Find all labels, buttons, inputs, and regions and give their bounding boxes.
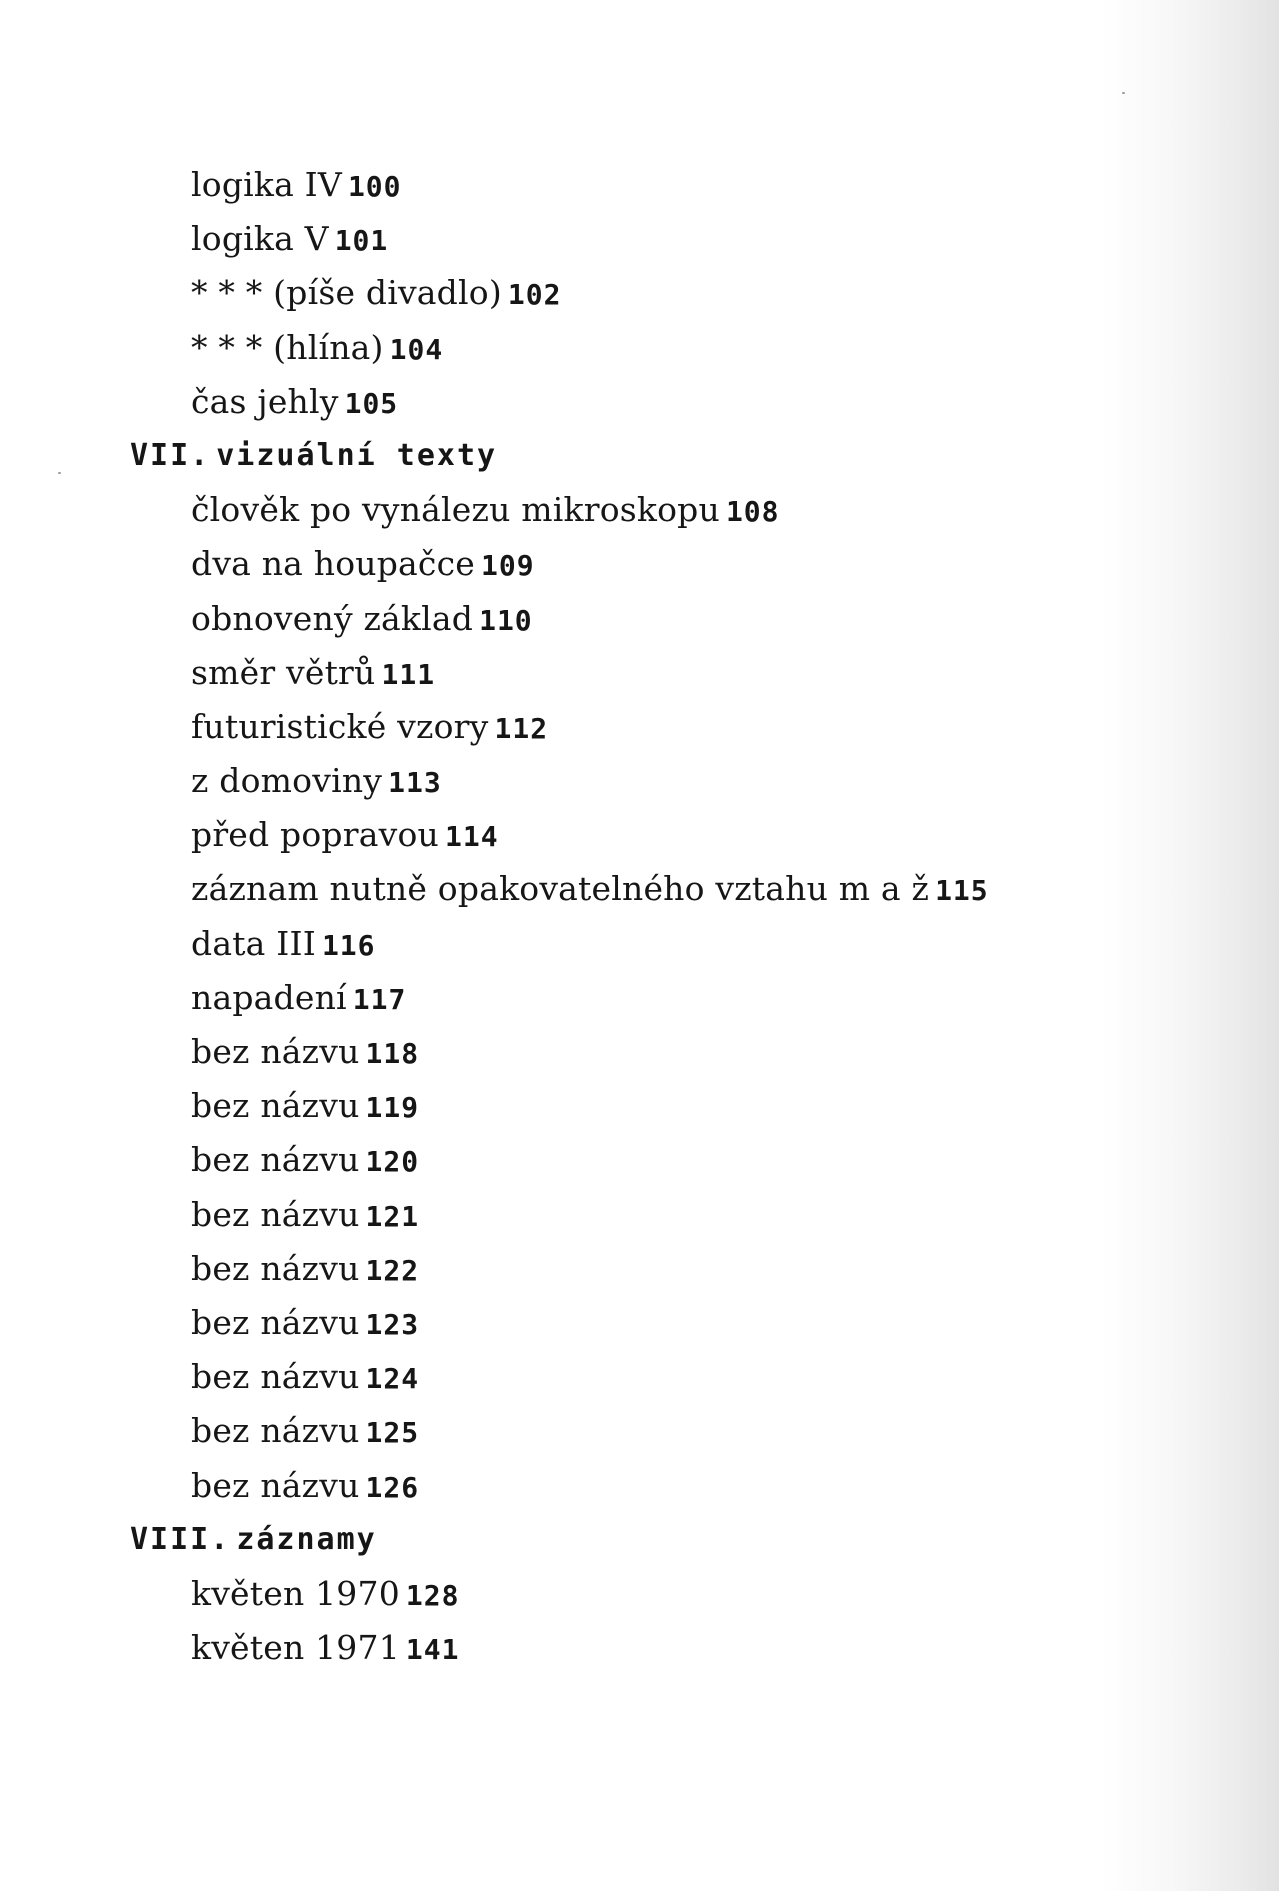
toc-entry <box>0 212 1279 266</box>
section-title: záznamy <box>236 1521 377 1557</box>
entry-page-number: 108 <box>725 495 780 529</box>
entry-title: květen 1970 <box>191 1573 400 1613</box>
toc-entry <box>0 1621 1279 1675</box>
entry-page-number: 104 <box>389 332 444 366</box>
entry-page-number: 124 <box>365 1362 420 1396</box>
toc-entry <box>0 1188 1279 1242</box>
entry-page-number: 111 <box>381 657 436 691</box>
toc-entry <box>0 754 1279 808</box>
toc-entry <box>0 1242 1279 1296</box>
toc-entry <box>0 808 1279 862</box>
toc-entry <box>0 1025 1279 1079</box>
entry-page-number: 121 <box>365 1199 420 1233</box>
entry-page-number: 125 <box>365 1416 420 1450</box>
entry-page-number: 100 <box>347 170 402 203</box>
paper-speck <box>1122 92 1125 94</box>
toc-entry <box>0 375 1279 429</box>
entry-page-number: 123 <box>365 1307 420 1341</box>
toc-entry <box>0 266 1279 320</box>
entry-page-number: 109 <box>481 549 535 583</box>
section-numeral: VIII. <box>130 1521 231 1557</box>
toc-entry <box>0 862 1279 916</box>
entry-title: bez názvu <box>191 1086 360 1126</box>
section-title: vizuální texty <box>216 437 498 473</box>
entry-page-number: 115 <box>935 874 989 908</box>
section-numeral: VII. <box>130 437 211 473</box>
entry-title: čas jehly <box>191 381 339 421</box>
entry-title: logika IV <box>191 165 342 204</box>
entry-title: člověk po vynálezu mikroskopu <box>191 490 720 530</box>
entry-page-number: 128 <box>405 1578 460 1612</box>
toc-entry <box>0 1350 1279 1404</box>
toc-entry <box>0 1404 1279 1458</box>
entry-page-number: 112 <box>494 711 549 745</box>
toc-entry <box>0 1296 1279 1350</box>
toc-entry <box>0 321 1279 375</box>
entry-title: bez názvu <box>191 1411 360 1451</box>
entry-page-number: 119 <box>365 1091 420 1125</box>
entry-title: před popravou <box>191 815 439 855</box>
entry-title: z domoviny <box>191 761 383 801</box>
table-of-contents <box>0 158 1279 1675</box>
toc-entry <box>0 592 1279 646</box>
entry-page-number: 101 <box>334 224 389 258</box>
section-heading <box>0 429 1279 483</box>
entry-page-number: 126 <box>365 1470 420 1504</box>
entry-title: květen 1971 <box>191 1628 400 1668</box>
entry-title: bez názvu <box>191 1357 360 1397</box>
entry-title: * * * (píše divadlo) <box>191 273 502 313</box>
entry-title: obnovený základ <box>191 598 474 638</box>
toc-entry <box>0 646 1279 700</box>
toc-entry <box>0 1079 1279 1133</box>
toc-entry <box>0 971 1279 1025</box>
entry-title: logika V <box>191 219 329 259</box>
entry-title: směr větrů <box>191 652 376 692</box>
entry-title: * * * (hlína) <box>191 327 384 367</box>
toc-entry <box>0 1133 1279 1187</box>
entry-page-number: 117 <box>352 982 407 1016</box>
entry-title: bez názvu <box>191 1194 360 1234</box>
toc-entry <box>0 537 1279 591</box>
entry-title: bez názvu <box>191 1465 360 1505</box>
entry-page-number: 105 <box>344 386 399 420</box>
entry-page-number: 118 <box>365 1037 420 1070</box>
entry-title: bez názvu <box>191 1140 360 1180</box>
entry-page-number: 110 <box>479 603 533 637</box>
entry-title: bez názvu <box>191 1032 360 1071</box>
entry-title: napadení <box>191 977 347 1017</box>
toc-entry <box>0 1567 1279 1621</box>
entry-page-number: 116 <box>321 928 376 962</box>
entry-title: futuristické vzory <box>191 706 489 746</box>
section-heading <box>0 1513 1279 1567</box>
toc-entry <box>0 158 1279 212</box>
entry-page-number: 113 <box>388 766 442 800</box>
entry-page-number: 102 <box>507 278 562 312</box>
toc-entry <box>0 700 1279 754</box>
toc-entry <box>0 1459 1279 1513</box>
toc-entry <box>0 917 1279 971</box>
entry-page-number: 141 <box>405 1633 460 1667</box>
entry-title: záznam nutně opakovatelného vztahu m a ž <box>191 869 930 909</box>
entry-title: bez názvu <box>191 1302 360 1342</box>
entry-title: bez názvu <box>191 1248 360 1288</box>
entry-page-number: 120 <box>365 1145 420 1179</box>
toc-entry <box>0 483 1279 537</box>
entry-page-number: 114 <box>444 820 499 854</box>
entry-page-number: 122 <box>365 1253 420 1287</box>
entry-title: dva na houpačce <box>191 544 476 584</box>
entry-title: data III <box>191 923 316 963</box>
